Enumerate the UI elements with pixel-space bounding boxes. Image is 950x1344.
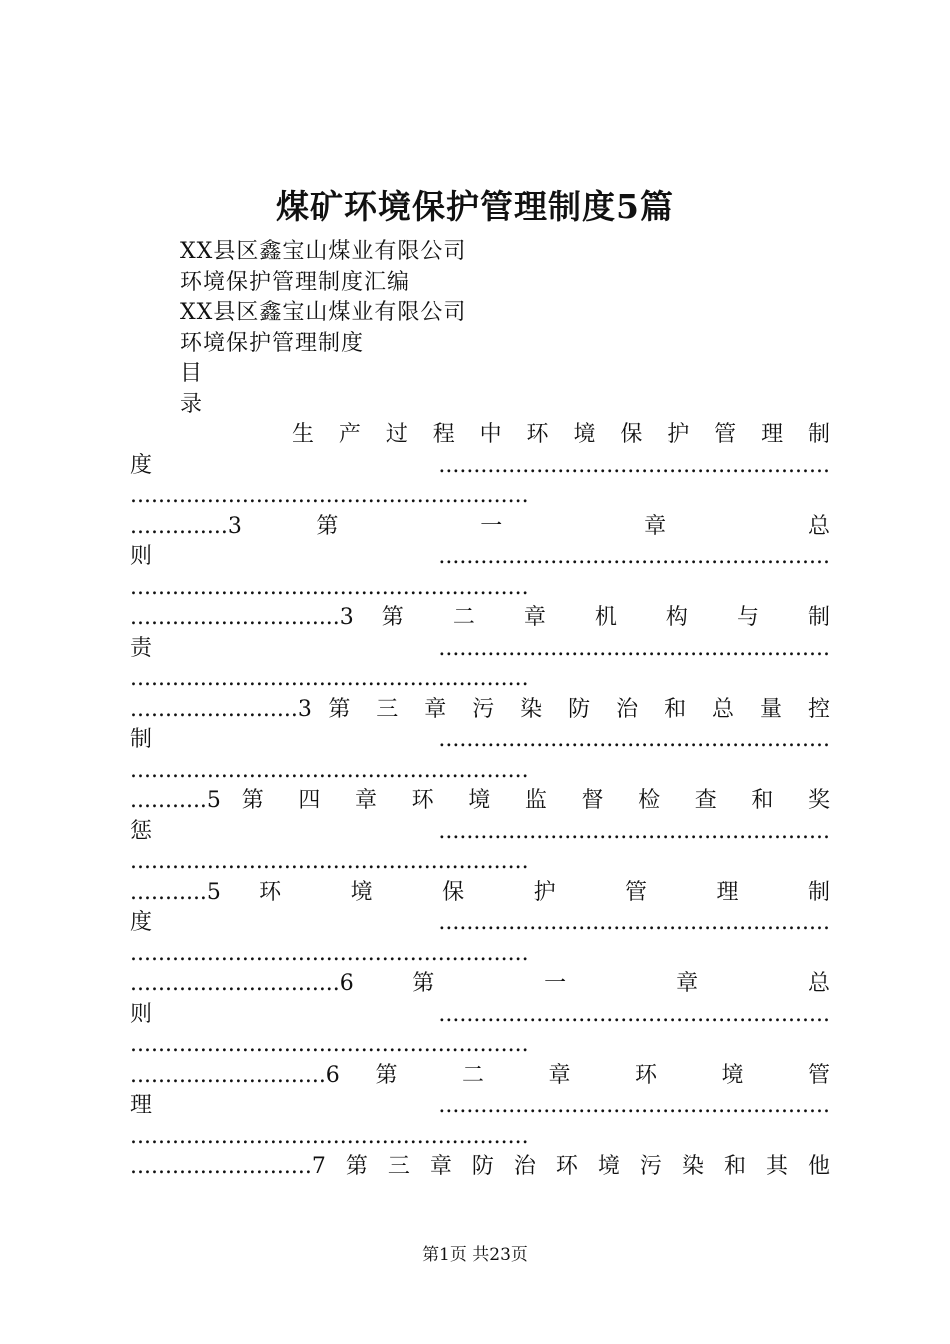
toc-line: ..............................6 第 一 章 总 — [130, 971, 830, 996]
toc-line: ...........5 第 四 章 环 境 监 督 检 查 和 奖 — [130, 788, 830, 813]
document-title: 煤矿环境保护管理制度5篇 — [276, 187, 674, 226]
toc-line: ......................................................... — [130, 483, 529, 508]
toc-line: ..........................7第三章防治环境污染和其他 — [130, 1154, 830, 1179]
toc-line: 则........................................................ — [130, 1001, 830, 1027]
toc-line: 度........................................................ — [130, 910, 830, 935]
toc-line: ..............................3 第 二 章 机 构 与 制 — [130, 605, 830, 630]
toc-line: ......................................................... — [130, 757, 529, 783]
toc-line: ......................................................... — [130, 574, 529, 600]
intro-line: 目 — [180, 361, 204, 386]
toc-line: ......................................................... — [130, 1032, 529, 1057]
toc-line: 惩........................................................ — [130, 818, 830, 844]
toc-line: 理........................................................ — [130, 1093, 830, 1118]
intro-line: 环境保护管理制度汇编 — [180, 269, 411, 295]
toc-line: ......................................................... — [130, 1123, 529, 1149]
toc-line: ..............3 第 一 章 总 — [130, 513, 830, 539]
toc-line: ...........5 环 境 保 护 管 理 制 — [130, 879, 830, 905]
toc-line: ............................6 第 二 章 环 境 管 — [130, 1062, 830, 1088]
page-footer: 第1页 共23页 — [422, 1245, 528, 1265]
intro-line: XX县区鑫宝山煤业有限公司 — [180, 239, 467, 264]
toc-line: ........................3 第 三 章 污 染 防 治 和 总 量 控 — [130, 696, 830, 722]
toc-line: 制........................................................ — [130, 727, 830, 752]
table-of-contents — [130, 420, 830, 1183]
toc-line: ......................................................... — [130, 849, 529, 874]
toc-line: 责........................................................ — [130, 635, 830, 661]
intro-line: 录 — [180, 391, 204, 417]
intro-block — [180, 237, 466, 420]
intro-line: 环境保护管理制度 — [180, 330, 365, 356]
toc-line: ......................................................... — [130, 666, 529, 691]
toc-line: 则........................................................ — [130, 544, 830, 569]
intro-line: XX县区鑫宝山煤业有限公司 — [180, 300, 467, 325]
toc-line: ......................................................... — [130, 940, 529, 966]
toc-line: 度........................................................ — [130, 452, 830, 478]
toc-line: 生 产 过 程 中 环 境 保 护 管 理 制 — [292, 422, 830, 447]
